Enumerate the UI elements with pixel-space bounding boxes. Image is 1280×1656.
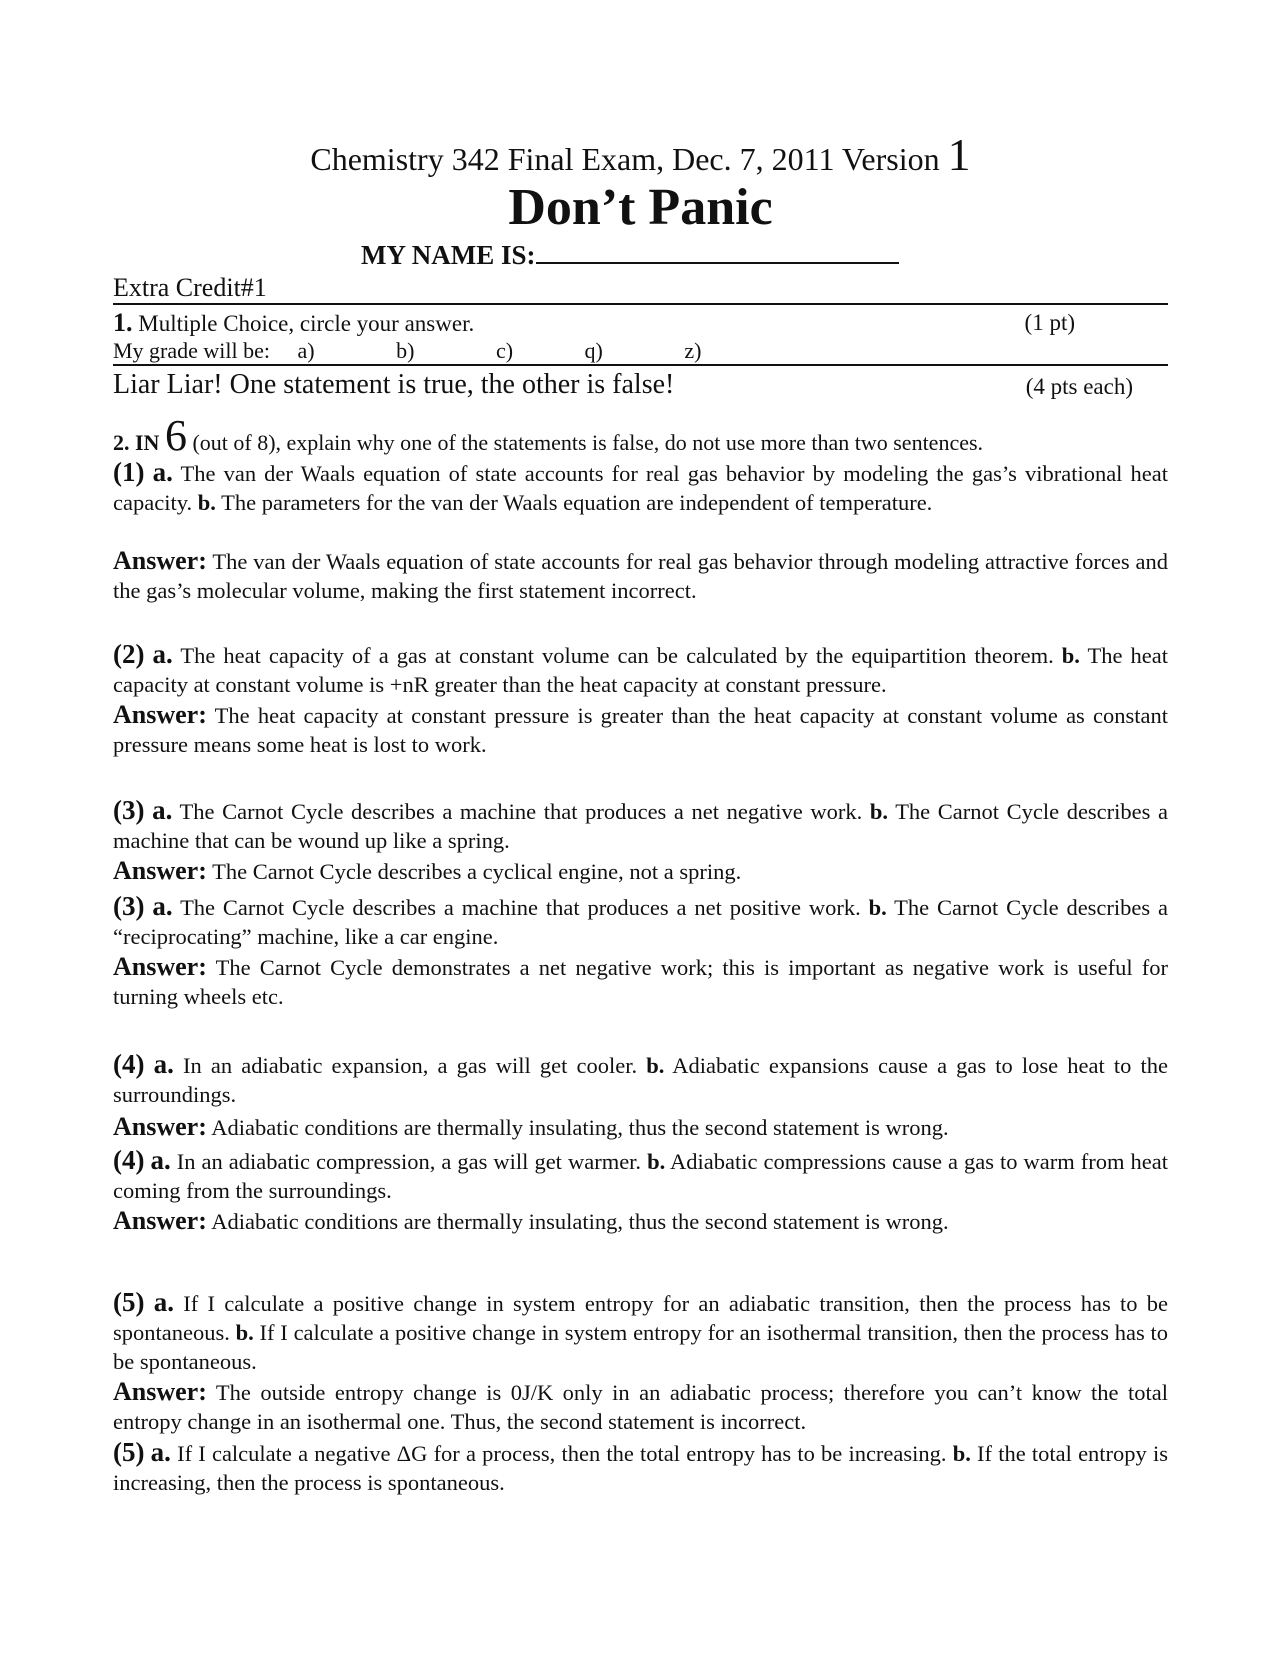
- statement-number: (5): [113, 1437, 145, 1467]
- answer-text: The Carnot Cycle demonstrates a net negative work; this is important as negative work is useful for turning wheels etc.: [113, 955, 1168, 1009]
- answer-text: Adiabatic conditions are thermally insulating, thus the second statement is wrong.: [206, 1115, 949, 1140]
- statement-a-label: a.: [152, 891, 173, 921]
- statement-b-label: b.: [647, 1149, 666, 1174]
- exam-header: [113, 128, 1168, 181]
- statement-b-label: b.: [197, 490, 216, 515]
- answer-block: [113, 856, 1168, 886]
- statement-a-text: In an adiabatic compression, a gas will get warmer.: [170, 1149, 648, 1174]
- statement-number: (4): [113, 1049, 145, 1079]
- page-title: Don’t Panic: [508, 179, 773, 236]
- question-1: [113, 309, 1168, 338]
- statement-b-text: If the total entropy is increasing, then the process is spontaneous.: [113, 1441, 1168, 1495]
- statement-a-label: a.: [150, 1437, 171, 1467]
- statement-number: (3): [113, 891, 145, 921]
- statement-a-label: a.: [153, 1049, 174, 1079]
- statement-a-text: The Carnot Cycle describes a machine that produces a net positive work.: [172, 895, 869, 920]
- statement-b-label: b.: [952, 1441, 971, 1466]
- question-2-instructions: [113, 410, 1168, 461]
- answer-block: [113, 1112, 1168, 1142]
- question-1-points: (1 pt): [1024, 310, 1075, 335]
- statement-b-text: The parameters for the van der Waals equation are independent of temperature.: [215, 490, 933, 515]
- statement-b-text: Adiabatic expansions cause a gas to lose heat to the surroundings.: [113, 1053, 1169, 1107]
- statement-a-label: a.: [152, 795, 173, 825]
- name-blank-line: [536, 261, 899, 264]
- statement-pair: [113, 1288, 1168, 1376]
- option-q: q): [584, 338, 603, 363]
- instructions-count: 6: [164, 411, 187, 460]
- answer-label: Answer:: [113, 1112, 207, 1141]
- statement-b-label: b.: [1061, 643, 1080, 668]
- answer-block: [113, 952, 1168, 1011]
- extra-credit-heading: Extra Credit#1: [113, 273, 1168, 305]
- statement-a-label: a.: [153, 1287, 175, 1317]
- liar-heading-row: [113, 368, 1168, 402]
- statement-a-label: a.: [152, 457, 173, 487]
- statement-number: (3): [113, 795, 145, 825]
- statement-b-text: The Carnot Cycle describes a “reciprocating” machine, like a car engine.: [113, 895, 1169, 949]
- statement-b-label: b.: [869, 799, 888, 824]
- answer-label: Answer:: [113, 1377, 207, 1406]
- option-b: b): [396, 338, 415, 363]
- statement-pair: [113, 1146, 1168, 1205]
- statement-pair: [113, 1438, 1168, 1497]
- answer-block: [113, 700, 1168, 759]
- answer-label: Answer:: [113, 700, 207, 729]
- name-field: [361, 240, 899, 271]
- statement-b-text: Adiabatic compressions cause a gas to warm from heat coming from the surroundings.: [113, 1149, 1169, 1203]
- statement-a-text: The Carnot Cycle describes a machine that produces a net negative work.: [172, 799, 870, 824]
- statement-pair: [113, 1050, 1168, 1109]
- statement-a-text: If I calculate a negative ΔG for a process, then the total entropy has to be increasing.: [170, 1441, 953, 1466]
- answer-block: [113, 546, 1168, 605]
- statement-b-label: b.: [235, 1320, 254, 1345]
- answer-text: The outside entropy change is 0J/K only in an adiabatic process; therefore you can’t know the total entropy change in an isothermal one. Thus, the second statement is incorrect.: [113, 1380, 1168, 1434]
- question-1-number: 1.: [113, 308, 133, 337]
- statement-pair: [113, 640, 1168, 699]
- question-1-text: Multiple Choice, circle your answer.: [132, 311, 475, 336]
- answer-label: Answer:: [113, 1206, 207, 1235]
- option-z: z): [684, 338, 702, 363]
- statement-number: (1): [113, 457, 145, 487]
- answer-text: The van der Waals equation of state accounts for real gas behavior through modeling attractive forces and the gas’s molecular volume, making the first statement incorrect.: [113, 549, 1168, 603]
- name-label: MY NAME IS:: [361, 240, 536, 270]
- statement-pair: [113, 796, 1168, 855]
- statement-a-text: If I calculate a positive change in system entropy for an adiabatic transition, then the process has to be spontaneous.: [113, 1291, 1169, 1345]
- answer-label: Answer:: [113, 856, 207, 885]
- option-c: c): [495, 338, 514, 363]
- statement-pair: [113, 892, 1168, 951]
- statement-b-text: If I calculate a positive change in system entropy for an isothermal transition, then the process has to be spontaneous.: [113, 1320, 1168, 1374]
- answer-block: [113, 1206, 1168, 1236]
- statement-number: (5): [113, 1287, 145, 1317]
- statement-a-text: The van der Waals equation of state accounts for real gas behavior by modeling the gas’s vibrational heat capacity.: [113, 461, 1168, 515]
- statement-a-label: a.: [150, 1145, 171, 1175]
- statement-b-text: The heat capacity at constant volume is +nR greater than the heat capacity at constant pressure.: [113, 643, 1168, 697]
- version-number: 1: [947, 129, 971, 180]
- statement-b-label: b.: [646, 1053, 665, 1078]
- grade-label: My grade will be:: [113, 338, 271, 363]
- statement-a-text: In an adiabatic expansion, a gas will get cooler.: [173, 1053, 647, 1078]
- statement-a-label: a.: [152, 639, 173, 669]
- answer-text: The Carnot Cycle describes a cyclical engine, not a spring.: [206, 859, 742, 884]
- liar-points: (4 pts each): [1025, 374, 1133, 399]
- statement-number: (4): [113, 1145, 145, 1175]
- statement-number: (2): [113, 639, 145, 669]
- answer-text: Adiabatic conditions are thermally insulating, thus the second statement is wrong.: [206, 1209, 949, 1234]
- instructions-text: (out of 8), explain why one of the statements is false, do not use more than two sentences.: [186, 430, 984, 455]
- statement-b-label: b.: [868, 895, 887, 920]
- statement-a-text: The heat capacity of a gas at constant volume can be calculated by the equipartition theorem.: [172, 643, 1062, 668]
- statement-pair: [113, 458, 1168, 517]
- answer-label: Answer:: [113, 546, 207, 575]
- option-a: a): [297, 338, 315, 363]
- instructions-lead: 2. IN: [113, 430, 160, 455]
- answer-block: [113, 1377, 1168, 1436]
- answer-label: Answer:: [113, 952, 207, 981]
- grade-options-line: [113, 338, 1168, 366]
- liar-heading: Liar Liar! One statement is true, the other is false!: [113, 369, 675, 400]
- exam-title: Chemistry 342 Final Exam, Dec. 7, 2011 Version: [310, 141, 940, 177]
- statement-b-text: The Carnot Cycle describes a machine that can be wound up like a spring.: [113, 799, 1168, 853]
- answer-text: The heat capacity at constant pressure is greater than the heat capacity at constant volume as constant pressure means some heat is lost to work.: [113, 703, 1168, 757]
